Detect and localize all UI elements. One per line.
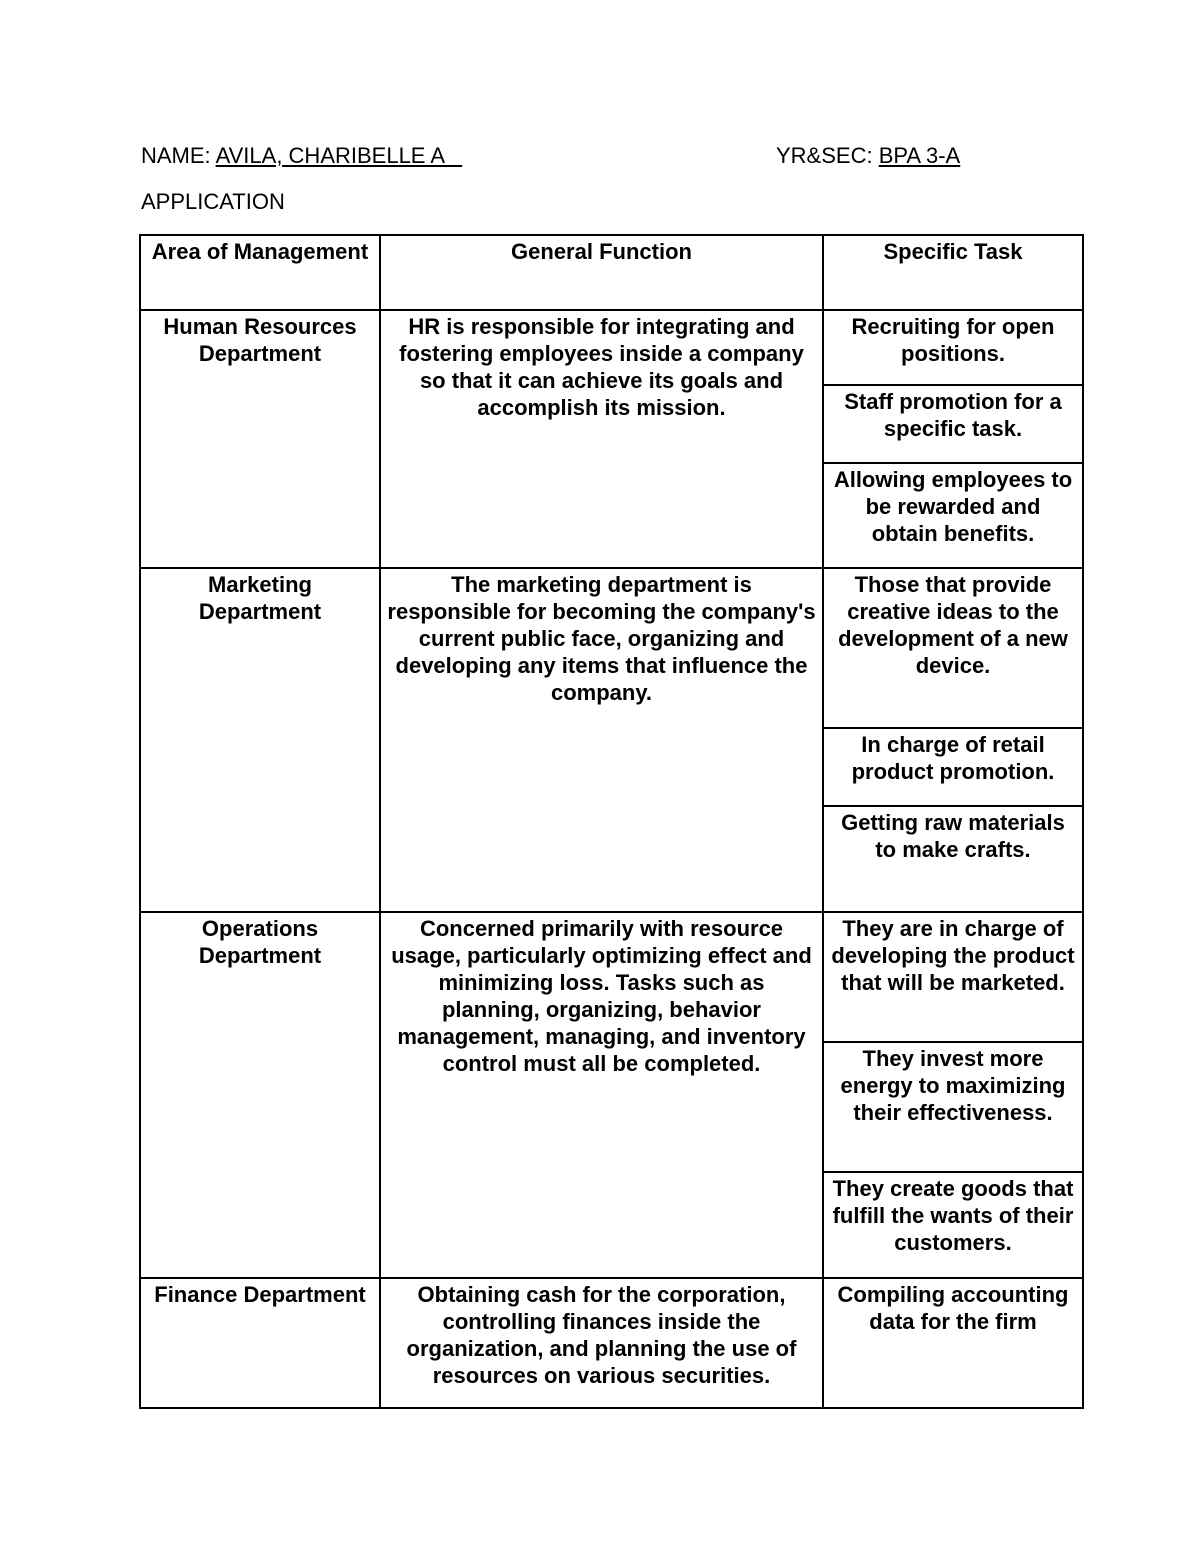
task-cell: Getting raw materials to make crafts. <box>823 806 1083 912</box>
area-cell: Operations Department <box>140 912 380 1278</box>
year-section-label: YR&SEC: <box>776 143 879 168</box>
table-header-row <box>140 235 1083 310</box>
management-table <box>139 234 1084 1409</box>
table-row <box>140 568 1083 728</box>
function-cell: Concerned primarily with resource usage, particularly optimizing effect and minimizing loss. Tasks such as planning, organizing, behavior management, managing, and inventory control must all be completed. <box>380 912 823 1278</box>
area-cell: Human Resources Department <box>140 310 380 568</box>
task-cell: Allowing employees to be rewarded and obtain benefits. <box>823 463 1083 568</box>
task-cell: Compiling accounting data for the firm <box>823 1278 1083 1408</box>
task-cell: They are in charge of developing the product that will be marketed. <box>823 912 1083 1042</box>
column-header-area: Area of Management <box>140 235 380 310</box>
name-line <box>141 143 462 169</box>
table-row <box>140 912 1083 1042</box>
year-section-line <box>776 143 960 169</box>
column-header-function: General Function <box>380 235 823 310</box>
function-cell: HR is responsible for integrating and fostering employees inside a company so that it can achieve its goals and accomplish its mission. <box>380 310 823 568</box>
function-cell: Obtaining cash for the corporation, controlling finances inside the organization, and planning the use of resources on various securities. <box>380 1278 823 1408</box>
task-cell: In charge of retail product promotion. <box>823 728 1083 806</box>
task-cell: They create goods that fulfill the wants of their customers. <box>823 1172 1083 1278</box>
area-cell: Finance Department <box>140 1278 380 1408</box>
table-row <box>140 310 1083 385</box>
table-row <box>140 1278 1083 1408</box>
column-header-task: Specific Task <box>823 235 1083 310</box>
task-cell: Recruiting for open positions. <box>823 310 1083 385</box>
task-cell: Those that provide creative ideas to the development of a new device. <box>823 568 1083 728</box>
function-cell: The marketing department is responsible for becoming the company's current public face, organizing and developing any items that influence the company. <box>380 568 823 912</box>
year-section-value: BPA 3-A <box>878 143 961 168</box>
area-cell: Marketing Department <box>140 568 380 912</box>
name-value: AVILA, CHARIBELLE A <box>215 143 463 168</box>
task-cell: Staff promotion for a specific task. <box>823 385 1083 463</box>
name-label: NAME: <box>141 143 216 168</box>
task-cell: They invest more energy to maximizing their effectiveness. <box>823 1042 1083 1172</box>
section-title: APPLICATION <box>141 189 285 214</box>
